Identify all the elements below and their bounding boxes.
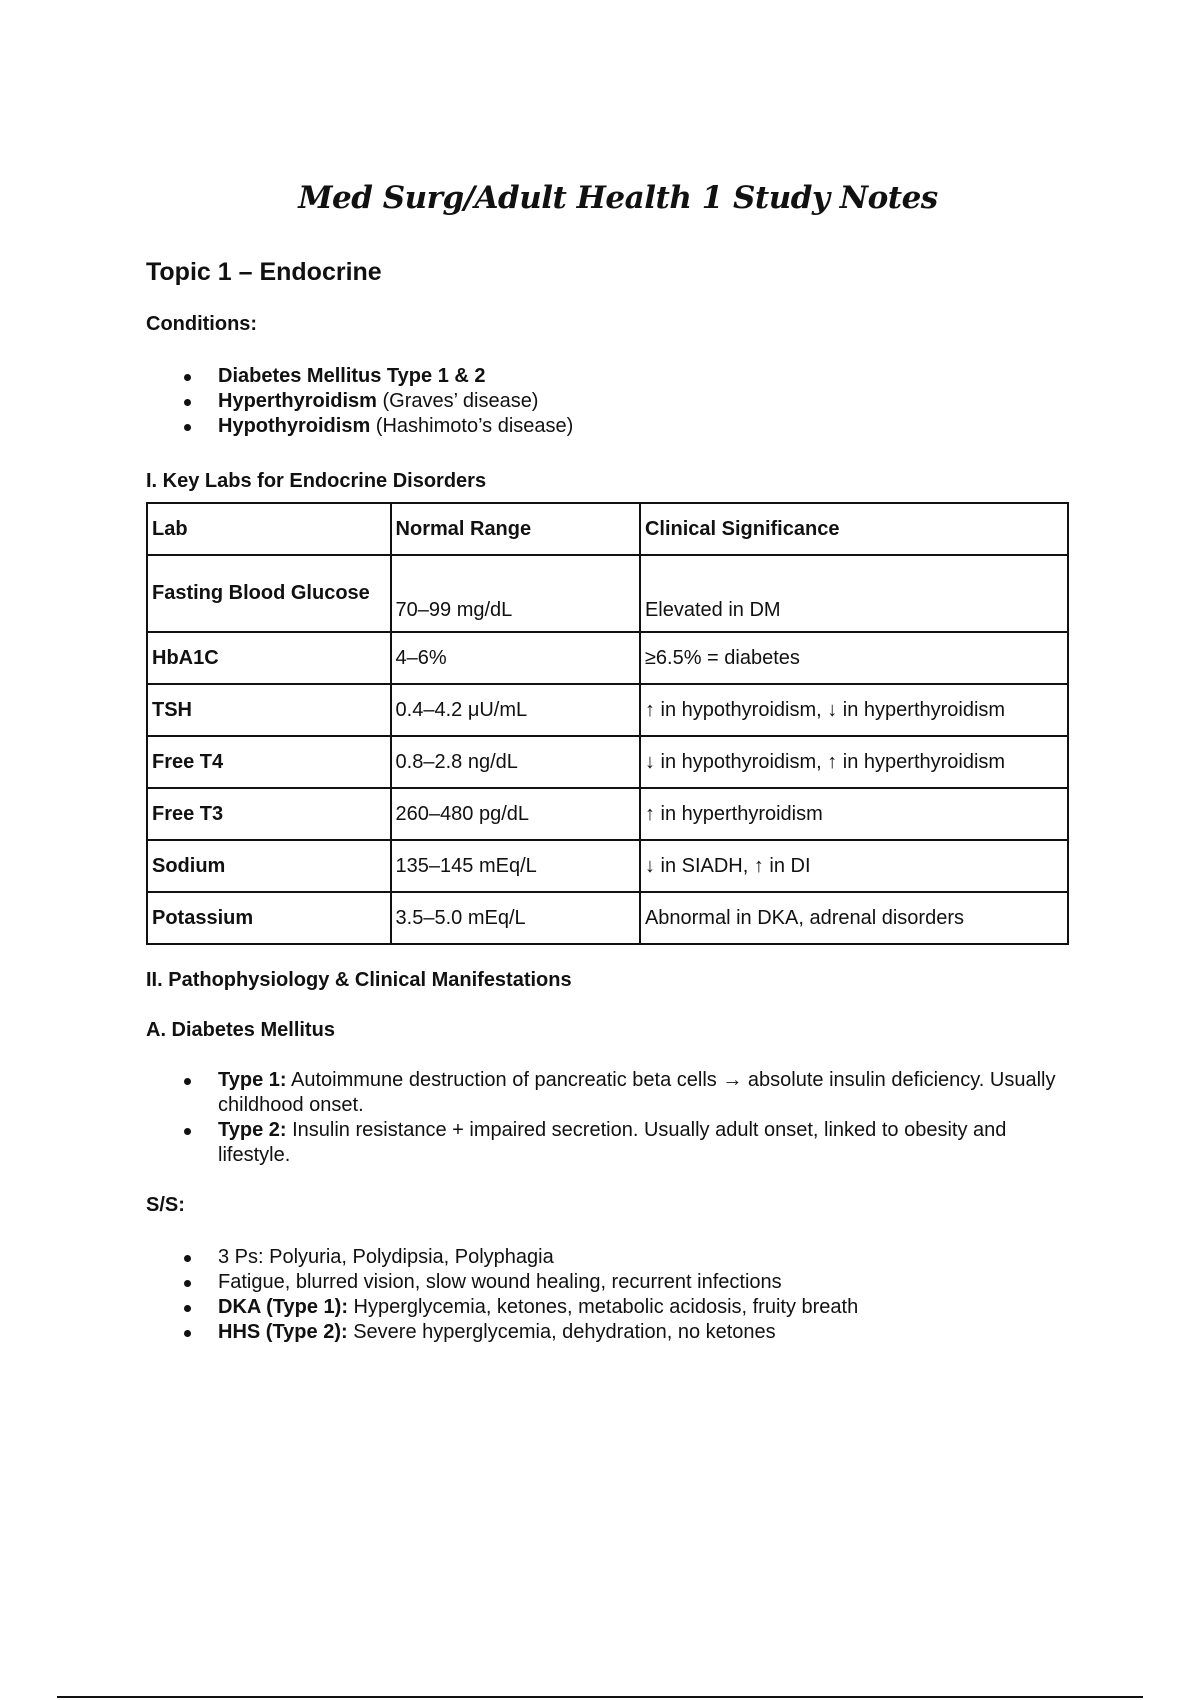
table-cell: ≥6.5% = diabetes — [640, 632, 1068, 684]
table-cell: HbA1C — [147, 632, 391, 684]
list-item: Type 2: Insulin resistance + impaired secretion. Usually adult onset, linked to obesity and lifestyle. — [146, 1118, 1076, 1168]
column-header: Lab — [147, 503, 391, 555]
bullet-icon — [184, 1078, 191, 1085]
table-row — [147, 788, 1068, 840]
table-cell: 4–6% — [391, 632, 640, 684]
conditions-list — [146, 364, 1076, 439]
table-row — [147, 632, 1068, 684]
labs-heading: I. Key Labs for Endocrine Disorders — [146, 470, 487, 492]
bullet-icon — [184, 1128, 191, 1135]
table-cell: TSH — [147, 684, 391, 736]
list-item: 3 Ps: Polyuria, Polydipsia, Polyphagia — [146, 1245, 1076, 1270]
list-item: Fatigue, blurred vision, slow wound healing, recurrent infections — [146, 1270, 1076, 1295]
list-item: Hyperthyroidism (Graves’ disease) — [146, 389, 1076, 414]
patho-heading: II. Pathophysiology & Clinical Manifestations — [146, 969, 572, 991]
table-row — [147, 892, 1068, 944]
table-cell: Potassium — [147, 892, 391, 944]
bullet-icon — [184, 424, 191, 431]
table-cell: ↓ in SIADH, ↑ in DI — [640, 840, 1068, 892]
column-header: Normal Range — [391, 503, 640, 555]
list-item: HHS (Type 2): Severe hyperglycemia, dehydration, no ketones — [146, 1320, 1076, 1345]
diabetes-types-list — [146, 1068, 1076, 1168]
bullet-icon — [184, 1305, 191, 1312]
table-cell: Free T3 — [147, 788, 391, 840]
table-row — [147, 555, 1068, 632]
table-cell: ↑ in hyperthyroidism — [640, 788, 1068, 840]
table-cell: 0.4–4.2 μU/mL — [391, 684, 640, 736]
column-header: Clinical Significance — [640, 503, 1068, 555]
table-cell: 70–99 mg/dL — [391, 555, 640, 632]
topic-heading: Topic 1 – Endocrine — [146, 258, 382, 286]
table-row — [147, 840, 1068, 892]
table-header-row — [147, 503, 1068, 555]
list-item: Diabetes Mellitus Type 1 & 2 — [146, 364, 1076, 389]
conditions-heading: Conditions: — [146, 313, 258, 335]
table-cell: 3.5–5.0 mEq/L — [391, 892, 640, 944]
bullet-icon — [184, 1330, 191, 1337]
table-row — [147, 736, 1068, 788]
table-cell: ↑ in hypothyroidism, ↓ in hyperthyroidism — [640, 684, 1068, 736]
ss-heading: S/S: — [146, 1194, 185, 1216]
table-cell: Sodium — [147, 840, 391, 892]
list-item: Hypothyroidism (Hashimoto’s disease) — [146, 414, 1076, 439]
table-cell: Fasting Blood Glucose — [147, 555, 391, 632]
table-cell: Free T4 — [147, 736, 391, 788]
table-row — [147, 684, 1068, 736]
list-item: DKA (Type 1): Hyperglycemia, ketones, metabolic acidosis, fruity breath — [146, 1295, 1076, 1320]
table-cell: Abnormal in DKA, adrenal disorders — [640, 892, 1068, 944]
bullet-icon — [184, 1255, 191, 1262]
ss-list — [146, 1245, 1076, 1345]
list-item: Type 1: Autoimmune destruction of pancreatic beta cells → absolute insulin deficiency. Usually childhood onset. — [146, 1068, 1076, 1118]
table-cell: ↓ in hypothyroidism, ↑ in hyperthyroidism — [640, 736, 1068, 788]
page-bottom-rule — [57, 1696, 1143, 1698]
bullet-icon — [184, 399, 191, 406]
table-cell: 135–145 mEq/L — [391, 840, 640, 892]
page-title: Med Surg/Adult Health 1 Study Notes — [298, 180, 938, 216]
labs-table — [146, 502, 1069, 945]
table-cell: Elevated in DM — [640, 555, 1068, 632]
table-cell: 260–480 pg/dL — [391, 788, 640, 840]
bullet-icon — [184, 1280, 191, 1287]
table-cell: 0.8–2.8 ng/dL — [391, 736, 640, 788]
bullet-icon — [184, 374, 191, 381]
diabetes-subheading: A. Diabetes Mellitus — [146, 1019, 335, 1041]
